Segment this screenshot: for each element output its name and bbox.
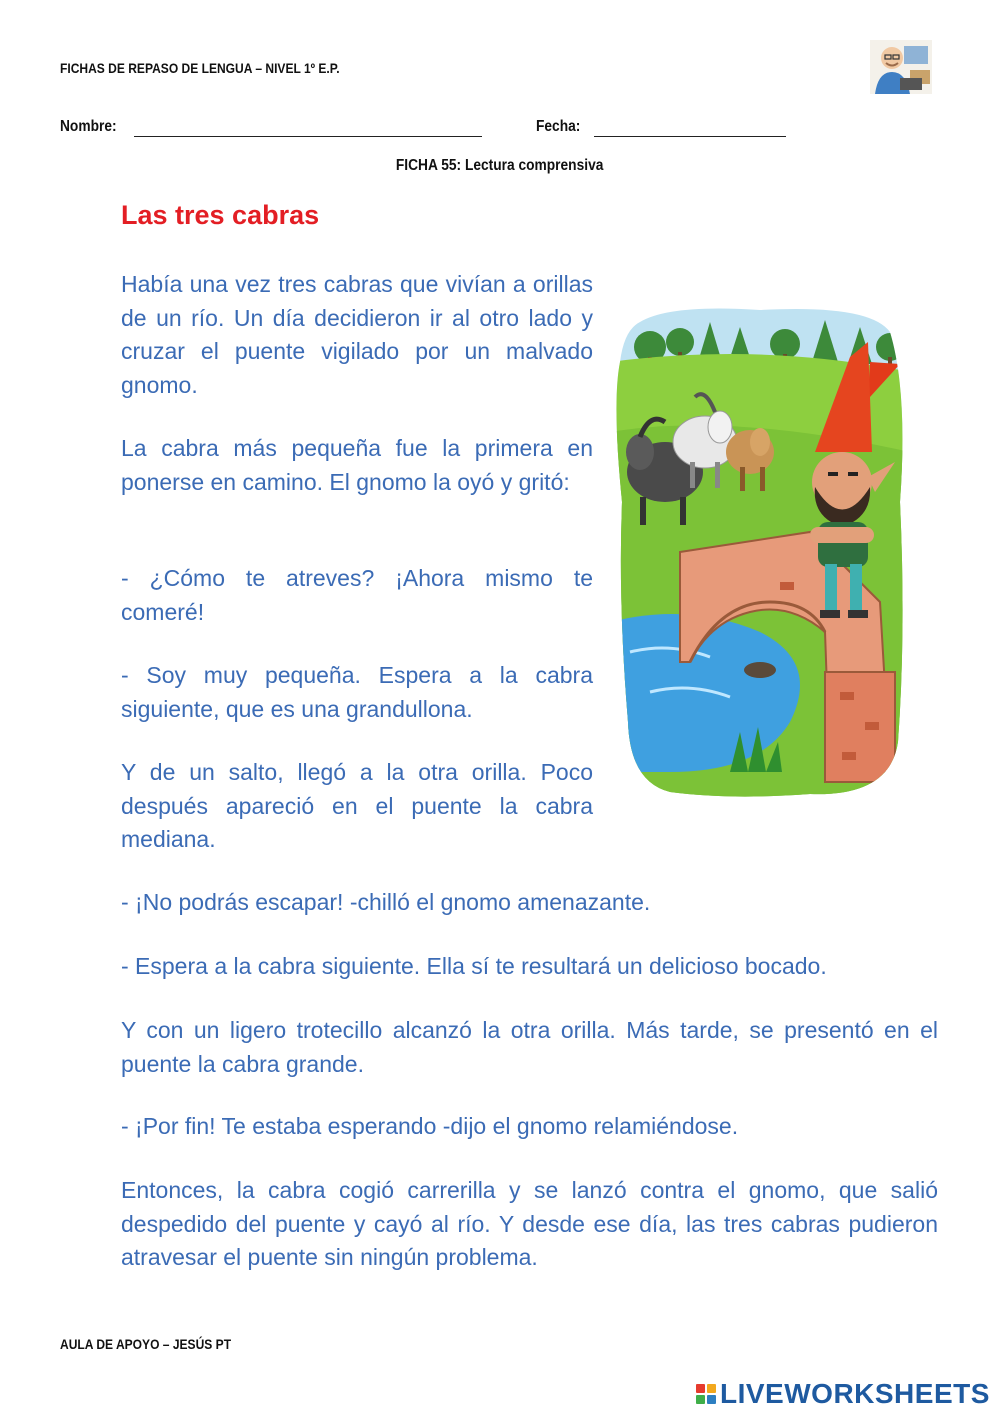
- ficha-title: FICHA 55: Lectura comprensiva: [396, 157, 604, 174]
- story-paragraph-3: - ¿Cómo te atreves? ¡Ahora mismo te comeré!: [121, 565, 593, 625]
- story-paragraph-1: Había una vez tres cabras que vivían a orillas de un río. Un día decidieron ir al otro lado y cruzar el puente vigilado por un malvado gnomo.: [121, 271, 593, 398]
- story-paragraph-7: - Espera a la cabra siguiente. Ella sí te resultará un delicioso bocado.: [121, 953, 827, 979]
- story-paragraph-8: Y con un ligero trotecillo alcanzó la otra orilla. Más tarde, se presentó en el puente la cabra grande.: [121, 1017, 938, 1077]
- story-title: Las tres cabras: [121, 200, 320, 230]
- story-paragraph-9: - ¡Por fin! Te estaba esperando -dijo el gnomo relamiéndose.: [121, 1113, 739, 1139]
- story-paragraph-4: - Soy muy pequeña. Espera a la cabra siguiente, que es una grandullona.: [121, 662, 593, 722]
- liveworksheets-logo-icon: [696, 1384, 716, 1404]
- story-paragraph-2: La cabra más pequeña fue la primera en ponerse en camino. El gnomo la oyó y gritó:: [121, 435, 593, 495]
- story-paragraph-10: Entonces, la cabra cogió carrerilla y se lanzó contra el gnomo, que salió despedido del puente y cayó al río. Y desde ese día, las tres cabras pudieron atravesar el puente sin ningún problema.: [121, 1177, 938, 1270]
- footer-credit: AULA DE APOYO – JESÚS PT: [60, 1336, 232, 1352]
- nombre-input-line[interactable]: [134, 136, 482, 137]
- fecha-label: Fecha:: [536, 118, 581, 135]
- story-paragraph-5: Y de un salto, llegó a la otra orilla. Poco después apareció en el puente la cabra mediana.: [121, 759, 593, 852]
- worksheet-header-title: FICHAS DE REPASO DE LENGUA – NIVEL 1º E.P.: [60, 60, 340, 76]
- goats-gnome-bridge-illustration: [610, 302, 910, 802]
- teacher-avatar-icon: [870, 40, 932, 94]
- nombre-label: Nombre:: [60, 118, 117, 135]
- fecha-input-line[interactable]: [594, 136, 786, 137]
- liveworksheets-wordmark: LIVEWORKSHEETS: [720, 1378, 990, 1409]
- liveworksheets-brand[interactable]: [696, 1378, 990, 1410]
- story-paragraph-6: - ¡No podrás escapar! -chilló el gnomo amenazante.: [121, 889, 651, 915]
